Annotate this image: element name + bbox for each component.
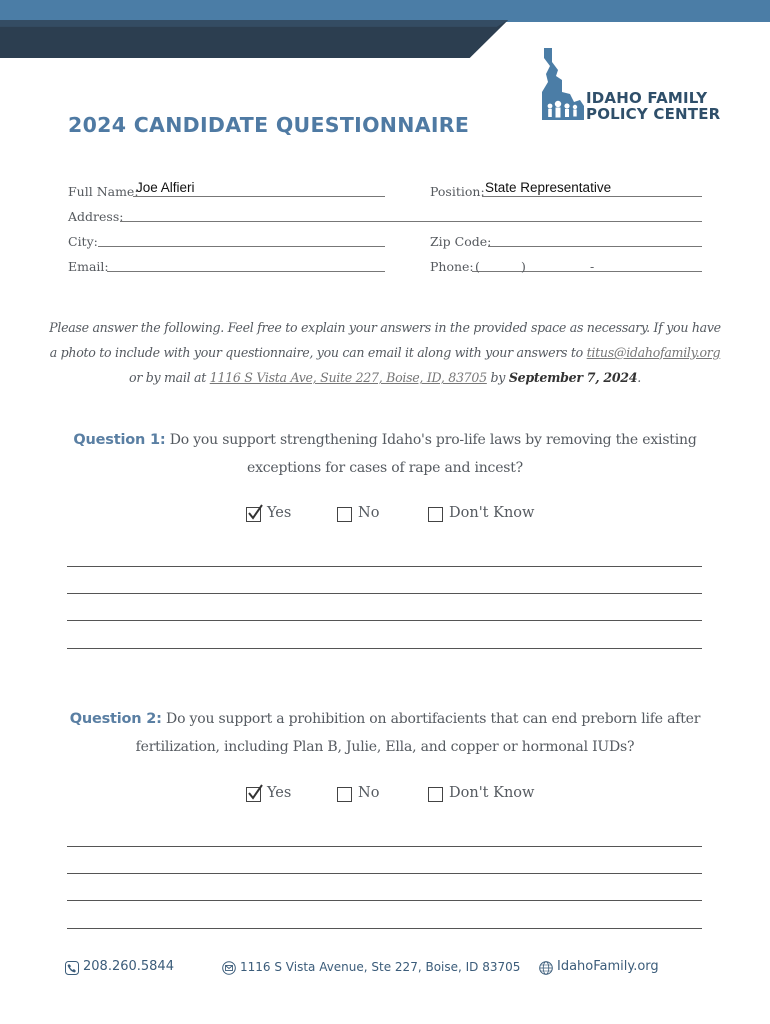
full-name-label: Full Name:: [68, 184, 139, 199]
email-field[interactable]: [107, 271, 385, 272]
phone-icon: [65, 960, 79, 979]
logo-text-line1: IDAHO FAMILY: [586, 89, 708, 107]
phone-label: Phone:: [430, 259, 474, 274]
deadline-date: September 7, 2024: [508, 370, 638, 385]
q1-answer-line[interactable]: [67, 593, 702, 594]
address-field[interactable]: [120, 221, 702, 222]
q2-no-checkbox[interactable]: [337, 787, 352, 802]
q1-yes-label: Yes: [267, 505, 292, 521]
q1-dont-know-label: Don't Know: [449, 505, 535, 521]
question-1-line-1: Question 1: Do you support strengthening Idaho's pro-life laws by removing the existing: [73, 432, 697, 448]
phone-field[interactable]: [472, 271, 702, 272]
q2-dont-know-label: Don't Know: [449, 785, 535, 801]
q1-yes-checkbox[interactable]: [246, 507, 261, 522]
question-2-line-1: Question 2: Do you support a prohibition on abortifacients that can end preborn life after: [69, 711, 701, 727]
idaho-state-icon: [540, 46, 588, 122]
q1-answer-line[interactable]: [67, 648, 702, 649]
q2-yes-label: Yes: [267, 785, 292, 801]
footer-address: 1116 S Vista Avenue, Ste 227, Boise, ID 83705: [240, 960, 521, 974]
q2-answer-line[interactable]: [67, 873, 702, 874]
q2-answer-line[interactable]: [67, 900, 702, 901]
address-label: Address:: [68, 209, 124, 224]
checkmark-icon: [246, 504, 264, 522]
q1-no-label: No: [358, 505, 380, 521]
phone-close-paren: ): [521, 259, 526, 274]
q2-answer-line[interactable]: [67, 928, 702, 929]
mail-icon: [222, 960, 236, 979]
position-line: [482, 196, 702, 197]
q2-no-label: No: [358, 785, 380, 801]
position-label: Position:: [430, 184, 485, 199]
phone-dash: -: [590, 259, 595, 274]
email-link[interactable]: titus@idahofamily.org: [586, 345, 721, 360]
q1-answer-line[interactable]: [67, 620, 702, 621]
intro-line-3: or by mail at 1116 S Vista Ave, Suite 227, Boise, ID, 83705 by September 7, 2024.: [129, 370, 641, 385]
footer-phone: 208.260.5844: [83, 959, 174, 974]
mail-address-link[interactable]: 1116 S Vista Ave, Suite 227, Boise, ID, 83705: [209, 370, 487, 385]
city-label: City:: [68, 234, 98, 249]
phone-open-paren: (: [475, 259, 480, 274]
city-field[interactable]: [98, 246, 385, 247]
globe-icon: [539, 960, 553, 979]
email-label: Email:: [68, 259, 109, 274]
position-field[interactable]: State Representative: [485, 180, 612, 195]
checkmark-icon: [246, 784, 264, 802]
question-1-line-2: exceptions for cases of rape and incest?: [246, 460, 523, 476]
intro-line-1: Please answer the following. Feel free to explain your answers in the provided space as necessary. If you have: [49, 320, 721, 335]
full-name-field[interactable]: Joe Alfieri: [136, 180, 195, 195]
full-name-line: [133, 196, 385, 197]
q2-yes-checkbox[interactable]: [246, 787, 261, 802]
logo-text-line2: POLICY CENTER: [586, 105, 721, 123]
question-2-label: Question 2:: [69, 711, 162, 727]
zip-code-field[interactable]: [488, 246, 702, 247]
q1-no-checkbox[interactable]: [337, 507, 352, 522]
header-top-bar: [0, 0, 770, 22]
q1-dont-know-checkbox[interactable]: [428, 507, 443, 522]
question-1-label: Question 1:: [73, 432, 166, 448]
q2-answer-line[interactable]: [67, 846, 702, 847]
footer-website[interactable]: IdahoFamily.org: [557, 959, 659, 974]
page-title: 2024 CANDIDATE QUESTIONNAIRE: [68, 113, 470, 137]
question-2-line-2: fertilization, including Plan B, Julie, Ella, and copper or hormonal IUDs?: [135, 739, 635, 755]
q2-dont-know-checkbox[interactable]: [428, 787, 443, 802]
q1-answer-line[interactable]: [67, 566, 702, 567]
zip-code-label: Zip Code:: [430, 234, 492, 249]
intro-line-2: a photo to include with your questionnaire, you can email it along with your answers to titus@idahofamily.org: [49, 345, 721, 360]
